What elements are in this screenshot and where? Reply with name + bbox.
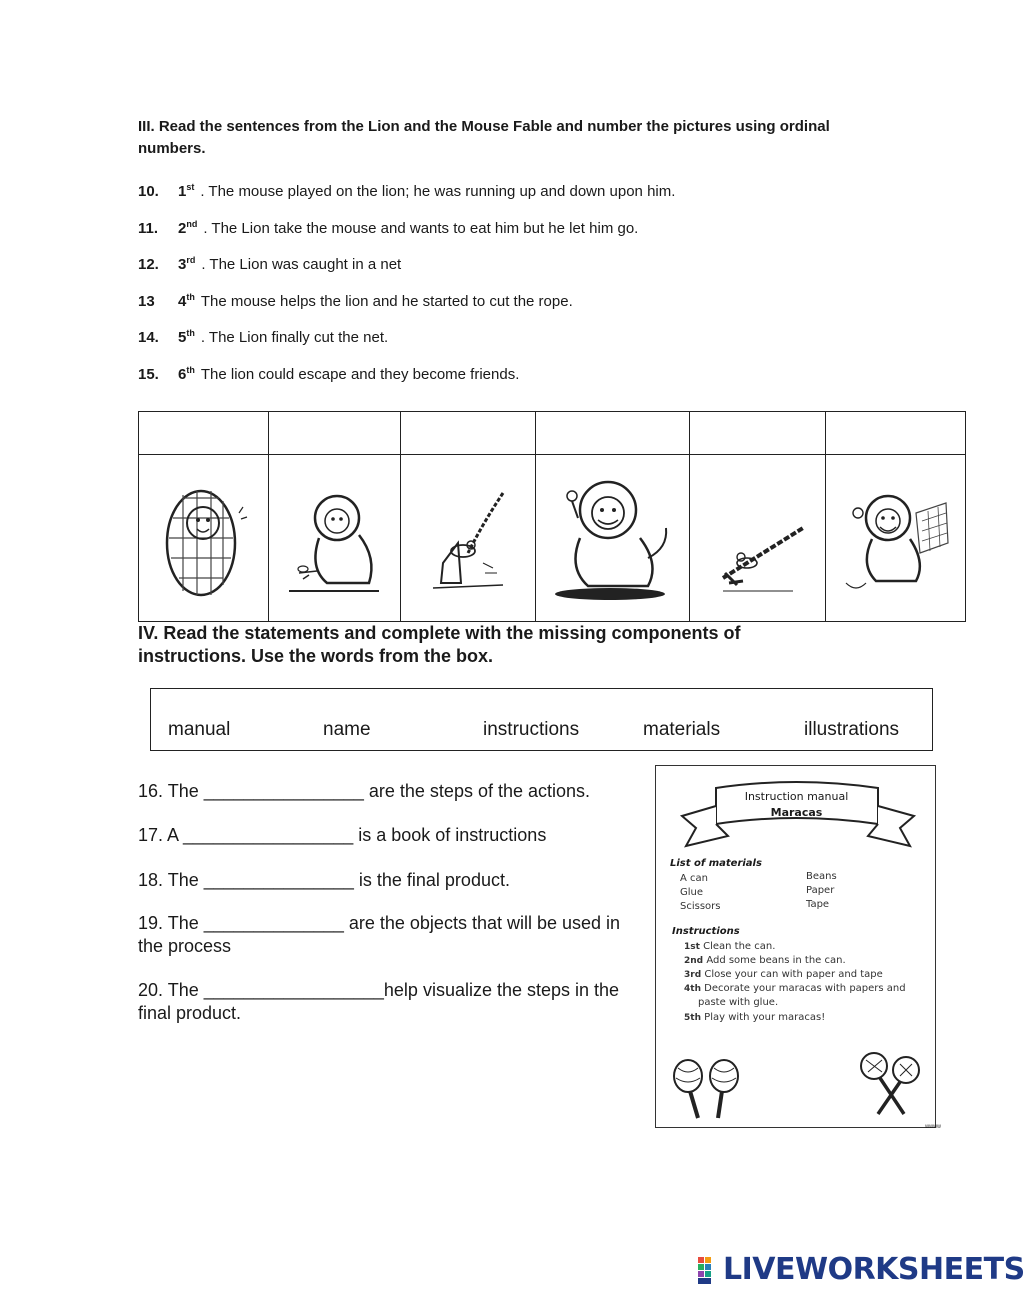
question-11 [138,214,638,239]
picture-lion-and-mouse [268,455,400,622]
manual-step: 3rd Close your can with paper and tape [684,969,883,980]
ordinal: 3rd [178,255,196,273]
lion-in-net-icon [153,473,253,603]
question-text: . The Lion finally cut the net. [200,329,389,346]
logo-mark-icon [697,1256,721,1286]
ordinal: 1st [178,182,195,200]
answer-cell-1[interactable] [139,412,269,455]
banner-subtitle: Maracas [770,806,823,819]
answer-cell-6[interactable] [826,412,966,455]
material-item: A can [680,873,708,884]
mouse-branch-icon [703,473,813,603]
manual-step: paste with glue. [698,997,779,1008]
tiny-caption: WWWW [925,1124,941,1129]
ordinal: 5th [178,328,195,346]
question-number: 14. [138,329,159,346]
question-number: 13 [138,293,155,310]
statement-19: 19. The ______________ are the objects that will be used in the process [138,913,621,956]
ordinal: 2nd [178,219,198,237]
question-number: 10. [138,183,159,200]
section-3-title: III. Read the sentences from the Lion and the Mouse Fable and number the pictures using ordinal numbers. [138,118,830,157]
picture-mouse-on-branch [690,455,826,622]
question-15 [138,360,519,385]
question-text: The lion could escape and they become friends. [200,366,520,383]
section-4-title: IV. Read the statements and complete with the missing components of instructions. Use the words from the box. [138,623,741,666]
word-name: name [323,719,371,740]
statement-18: 18. The _______________ is the final product. [138,870,510,890]
answer-cell-2[interactable] [268,412,400,455]
word-manual: manual [168,719,231,740]
answer-cell-4[interactable] [536,412,690,455]
statement-17: 17. A _________________ is a book of instructions [138,825,547,845]
maracas-icon [656,1046,937,1126]
ordinal: 4th [178,292,195,310]
materials-label: List of materials [670,858,762,869]
statement-16: 16. The ________________ are the steps of the actions. [138,781,591,801]
question-text: The mouse helps the lion and he started to cut the rope. [200,293,573,310]
logo-text: LIVEWORKSHEETS [723,1252,1025,1287]
picture-ordering-table [138,411,966,622]
statement-20: 20. The __________________help visualize the steps in the final product. [138,980,620,1023]
instructions-label: Instructions [672,926,740,937]
material-item: Scissors [680,901,721,912]
material-item: Paper [806,885,835,896]
lion-with-mouse-icon [279,473,389,603]
question-text: . The Lion take the mouse and wants to eat him but he let him go. [203,220,639,237]
question-number: 11. [138,220,159,237]
lion-holding-mouse-icon [548,468,678,608]
manual-step: 4th Decorate your maracas with papers and [684,983,906,994]
question-number: 12. [138,256,159,273]
picture-mouse-cutting-rope [400,455,536,622]
instruction-manual-image [655,765,941,1129]
question-text: . The mouse played on the lion; he was running up and down upon him. [200,183,676,200]
answer-cell-3[interactable] [400,412,536,455]
picture-lion-and-mouse-friends [826,455,966,622]
question-10 [138,177,675,202]
question-13 [138,287,573,312]
liveworksheets-logo [697,1252,1025,1288]
mouse-rope-icon [413,473,523,603]
word-materials: materials [643,719,721,740]
manual-step: 1st Clean the can. [684,941,776,952]
word-instructions: instructions [483,719,580,740]
picture-lion-holding-mouse [536,455,690,622]
ordinal: 6th [178,365,195,383]
word-box [150,688,933,751]
lion-mouse-friends-icon [836,473,956,603]
material-item: Tape [806,899,830,910]
answer-cell-5[interactable] [690,412,826,455]
question-text: . The Lion was caught in a net [201,256,402,273]
word-illustrations: illustrations [804,719,900,740]
question-14 [138,323,388,348]
picture-lion-in-net [139,455,269,622]
manual-step: 2nd Add some beans in the can. [684,955,846,966]
question-number: 15. [138,366,159,383]
material-item: Glue [680,887,704,898]
question-12 [138,250,401,275]
banner-title: Instruction manual [744,790,849,803]
manual-step: 5th Play with your maracas! [684,1012,826,1023]
material-item: Beans [806,871,837,882]
